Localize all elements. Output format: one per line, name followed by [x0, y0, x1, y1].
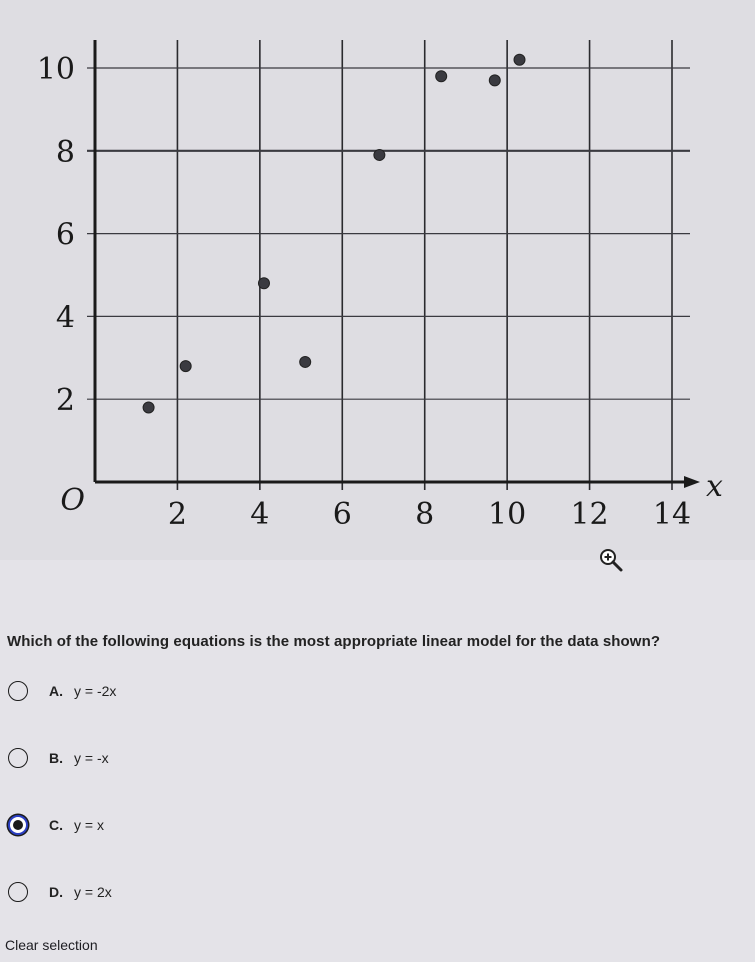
- magnify-plus-icon[interactable]: [598, 547, 624, 573]
- option-a[interactable]: [8, 674, 708, 741]
- data-point: [258, 278, 269, 289]
- x-tick-label: 12: [570, 497, 609, 532]
- radio-button[interactable]: [8, 882, 28, 902]
- answer-options: [8, 674, 708, 942]
- data-point: [489, 75, 500, 86]
- option-b[interactable]: [8, 741, 708, 808]
- radio-button[interactable]: [8, 748, 28, 768]
- x-tick-label: 8: [415, 497, 435, 532]
- option-c[interactable]: [8, 808, 708, 875]
- data-point: [374, 149, 385, 160]
- question-text: Which of the following equations is the most appropriate linear model for the data shown?: [7, 633, 661, 650]
- data-point: [436, 71, 447, 82]
- x-axis-label: x: [706, 469, 723, 504]
- y-tick-label: 4: [55, 300, 75, 336]
- data-point: [180, 361, 191, 372]
- x-tick-label: 6: [332, 497, 352, 532]
- y-tick-label: 10: [36, 52, 75, 87]
- origin-label: O: [60, 483, 85, 518]
- option-text: y = x: [74, 817, 104, 833]
- data-point: [300, 356, 311, 367]
- x-tick-label: 14: [652, 497, 692, 532]
- radio-button[interactable]: [8, 681, 28, 701]
- y-tick-label: 8: [55, 134, 75, 170]
- option-letter: C.: [49, 817, 63, 833]
- data-point: [514, 54, 525, 65]
- y-tick-label: 6: [55, 217, 75, 253]
- data-point: [143, 402, 154, 413]
- option-text: y = -2x: [74, 683, 117, 699]
- option-text: y = 2x: [74, 884, 112, 900]
- option-d[interactable]: [8, 875, 708, 942]
- x-tick-label: 4: [250, 497, 270, 532]
- radio-button[interactable]: [8, 815, 28, 835]
- y-tick-label: 2: [55, 383, 75, 419]
- x-tick-label: 10: [488, 497, 527, 532]
- option-letter: A.: [49, 683, 63, 699]
- clear-selection-link[interactable]: Clear selection: [5, 937, 98, 953]
- x-tick-label: 2: [167, 497, 187, 532]
- option-letter: D.: [49, 884, 63, 900]
- option-text: y = -x: [74, 750, 109, 766]
- option-letter: B.: [49, 750, 63, 766]
